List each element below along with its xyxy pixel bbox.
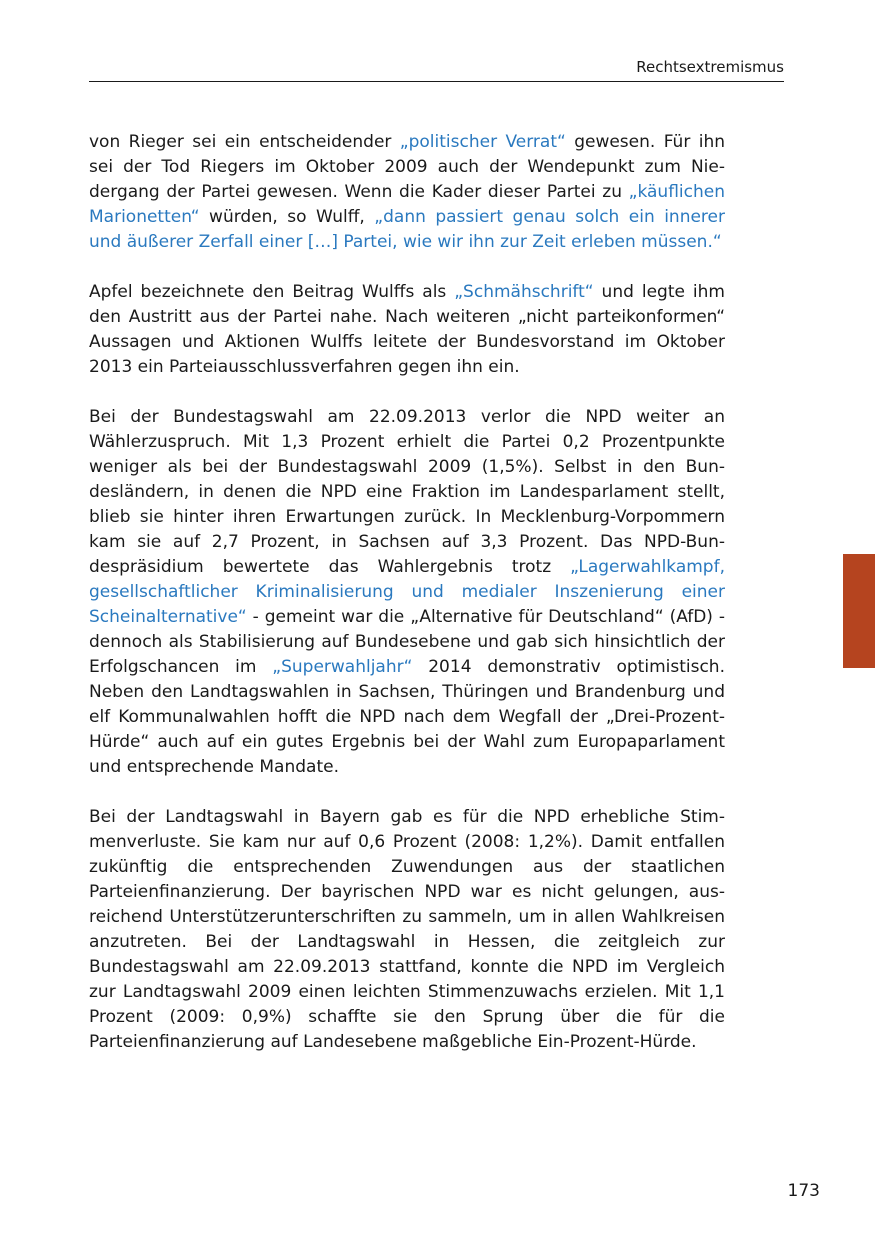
text-run: würden, so Wulff, xyxy=(199,207,375,227)
text-run: 2014 demonstrativ optimistisch. Neben den Landtagswahlen in Sachsen, Thüringen und Brandenburg und elf Kommunalwahlen hofft die NPD nach dem Wegfall der „Drei-Prozent-Hürde“ auch auf ein gutes Ergebnis bei der Wahl zum Europaparlament und entsprechende Mandate. xyxy=(89,657,725,777)
running-title: Rechtsextremismus xyxy=(636,58,784,76)
paragraph-1 xyxy=(89,130,725,255)
body-text xyxy=(89,130,725,1080)
paragraph-4 xyxy=(89,805,725,1055)
page-number: 173 xyxy=(787,1181,820,1201)
quote-run: „Schmähschrift“ xyxy=(454,282,594,302)
quote-run: „dann passiert genau solch ein innerer und äußerer Zerfall einer […] Partei, wie wir ihn zur Zeit erleben müssen.“ xyxy=(89,207,725,252)
text-run: von Rieger sei ein entscheidender xyxy=(89,132,400,152)
quote-run: „käuflichen Marionetten“ xyxy=(89,182,725,227)
text-run: Bei der Bundestagswahl am 22.09.2013 verlor die NPD weiter an Wählerzuspruch. Mit 1,3 Prozent erhielt die Partei 0,2 Prozentpunkte weniger als bei der Bundestagswahl 2009 (1,5%). Selbst in den Bundesländern, in denen die NPD eine Fraktion im Landesparlament stellt, blieb sie hinter ihren Erwartungen zurück. In Mecklenburg-Vorpommern kam sie auf 2,7 Prozent, in Sachsen auf 3,3 Prozent. Das NPD-Bundespräsidium bewertete das Wahlergebnis trotz xyxy=(89,407,725,577)
text-run: gewesen. Für ihn sei der Tod Riegers im Oktober 2009 auch der Wendepunkt zum Niedergang der Partei gewesen. Wenn die Kader dieser Partei zu xyxy=(89,132,725,202)
text-run: - gemeint war die „Alternative für Deutschland“ (AfD) - dennoch als Stabilisierung auf Bundesebene und gab sich hinsichtlich der Erfolgschancen im xyxy=(89,607,725,677)
paragraph-2 xyxy=(89,280,725,380)
chapter-side-tab xyxy=(843,554,875,668)
quote-run: „politischer Verrat“ xyxy=(399,132,566,152)
running-header xyxy=(89,58,784,82)
text-run: und legte ihm den Austritt aus der Partei nahe. Nach weiteren „nicht parteikonformen“ Aussagen und Aktionen Wulffs leitete der Bundesvorstand im Oktober 2013 ein Parteiausschlussverfahren gegen ihn ein. xyxy=(89,282,725,377)
paragraph-3 xyxy=(89,405,725,780)
quote-run: „Superwahljahr“ xyxy=(272,657,413,677)
text-run: Apfel bezeichnete den Beitrag Wulffs als xyxy=(89,282,455,302)
text-run: Bei der Landtagswahl in Bayern gab es für die NPD erhebliche Stimmenverluste. Sie kam nur auf 0,6 Prozent (2008: 1,2%). Damit entfallen zukünftig die entsprechenden Zuwendungen aus der staatlichen Parteienfinanzierung. Der bayrischen NPD war es nicht gelungen, ausreichend Unterstützerunterschriften zu sammeln, um in allen Wahlkreisen anzutreten. Bei der Landtagswahl in Hessen, die zeitgleich zur Bundestagswahl am 22.09.2013 stattfand, konnte die NPD im Vergleich zur Landtagswahl 2009 einen leichten Stimmenzuwachs erzielen. Mit 1,1 Prozent (2009: 0,9%) schaffte sie den Sprung über die für die Parteienfinanzierung auf Landesebene maßgebliche Ein-Prozent-Hürde. xyxy=(89,807,725,1052)
quote-run: „Lagerwahlkampf, gesellschaftlicher Kriminalisierung und medialer Inszenierung einer Scheinalternative“ xyxy=(89,557,725,627)
